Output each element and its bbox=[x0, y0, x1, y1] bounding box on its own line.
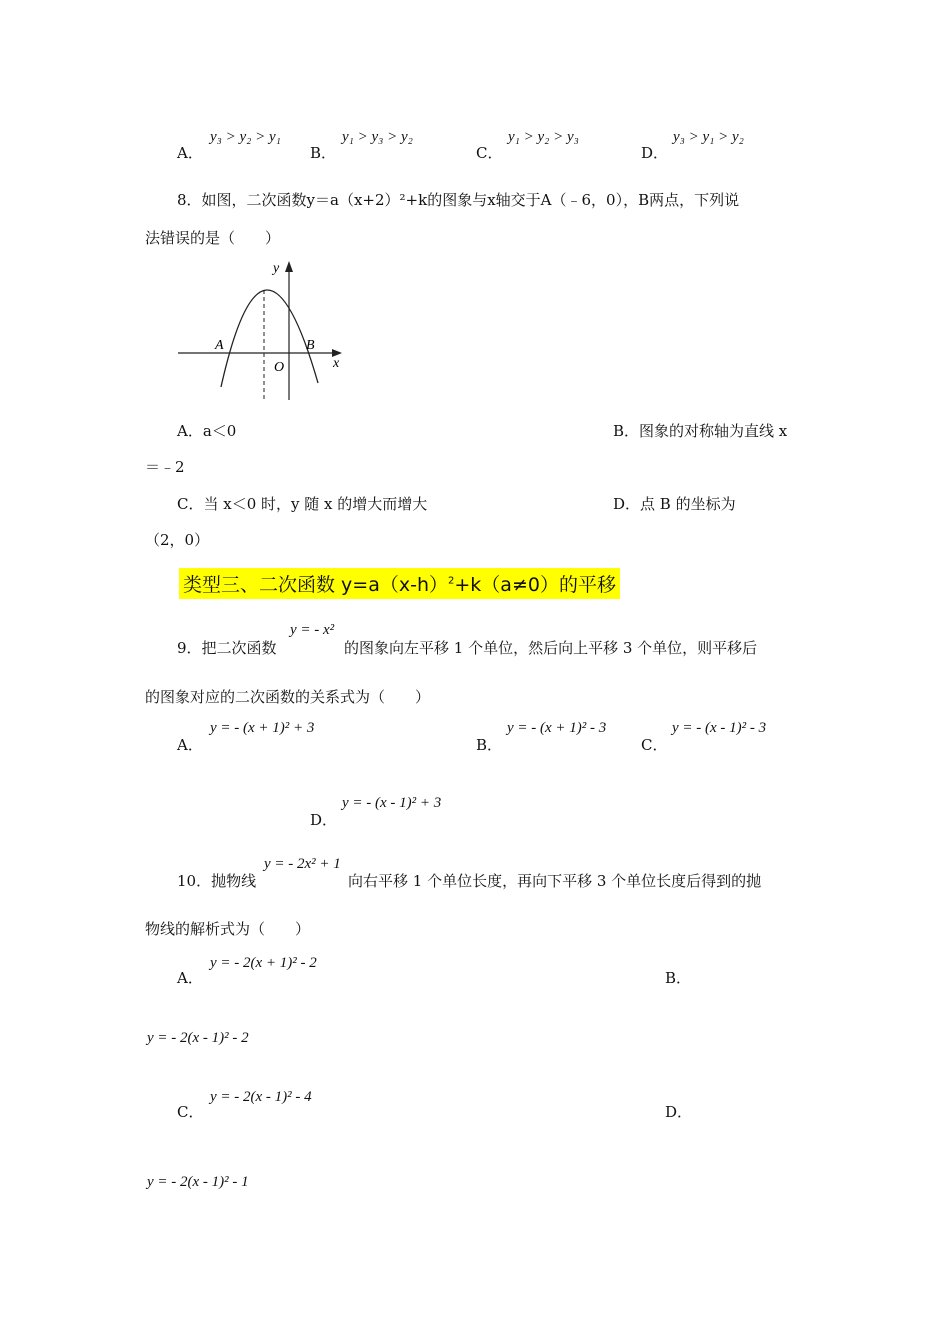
q8-graph-b-label: B bbox=[306, 338, 315, 353]
q10-option-b-expr: y = - 2(x - 1)² - 2 bbox=[147, 1030, 249, 1046]
q10-option-d-expr: y = - 2(x - 1)² - 1 bbox=[147, 1174, 249, 1190]
q8-option-d-continued: （2，0） bbox=[145, 531, 210, 549]
q10-option-a-label: A． bbox=[177, 969, 203, 987]
q7-option-d-label: D． bbox=[641, 144, 669, 162]
q10-function: y = - 2x² + 1 bbox=[264, 856, 341, 872]
q10-option-c-label: C． bbox=[177, 1103, 204, 1121]
q8-stem-line1: 8．如图，二次函数y＝a（x+2）²+k的图象与x轴交于A（﹣6，0），B两点，下列说 bbox=[177, 191, 740, 209]
q9-option-d-expr: y = - (x - 1)² + 3 bbox=[342, 795, 442, 811]
q7-option-a-label: A． bbox=[177, 144, 203, 162]
q8-graph-a-label: A bbox=[215, 338, 224, 353]
q9-option-c-label: C． bbox=[641, 736, 668, 754]
q7-option-b-expr: y₁ > y₃ > y₂ bbox=[342, 129, 413, 145]
q10-option-c-expr: y = - 2(x - 1)² - 4 bbox=[210, 1089, 312, 1105]
q8-option-b-continued: ＝﹣2 bbox=[145, 458, 185, 476]
q10-number: 10．抛物线 bbox=[177, 872, 257, 890]
q9-option-c-expr: y = - (x - 1)² - 3 bbox=[672, 720, 767, 736]
q8-option-c: C．当 x＜0 时，y 随 x 的增大而增大 bbox=[177, 495, 428, 513]
q8-stem-line2: 法错误的是（ ） bbox=[145, 229, 281, 247]
section-heading-suffix: +k（a≠0）的平移 bbox=[454, 574, 616, 596]
q10-option-b-label: B． bbox=[665, 969, 692, 987]
q7-option-c-label: C． bbox=[476, 144, 503, 162]
q9-stem-line2: 的图象对应的二次函数的关系式为（ ） bbox=[145, 688, 431, 706]
q10-option-a-expr: y = - 2(x + 1)² - 2 bbox=[210, 955, 317, 971]
section-heading-prefix: 类型三、二次函数 y=a（x-h） bbox=[183, 574, 448, 596]
q10-stem-rest: 向右平移 1 个单位长度，再向下平移 3 个单位长度后得到的抛 bbox=[348, 872, 762, 890]
q8-option-a: A．a＜0 bbox=[177, 422, 237, 440]
q9-option-d-label: D． bbox=[310, 811, 338, 829]
q9-stem-rest: 的图象向左平移 1 个单位，然后向上平移 3 个单位，则平移后 bbox=[344, 639, 758, 657]
q9-number: 9．把二次函数 bbox=[177, 639, 277, 657]
q8-parabola-graph bbox=[175, 255, 350, 405]
q8-graph-x-label: x bbox=[333, 356, 340, 371]
q10-option-d-label: D． bbox=[665, 1103, 693, 1121]
q8-option-d: D．点 B 的坐标为 bbox=[613, 495, 736, 513]
q9-option-a-expr: y = - (x + 1)² + 3 bbox=[210, 720, 315, 736]
q8-graph-o-label: O bbox=[274, 360, 285, 375]
section-heading-sup: 2 bbox=[448, 575, 455, 587]
q9-function: y = - x² bbox=[290, 622, 335, 638]
q7-option-c-expr: y₁ > y₂ > y₃ bbox=[508, 129, 579, 145]
q9-option-b-label: B． bbox=[476, 736, 503, 754]
q9-option-b-expr: y = - (x + 1)² - 3 bbox=[507, 720, 607, 736]
q8-graph-y-label: y bbox=[273, 261, 280, 276]
q8-option-b: B．图象的对称轴为直线 x bbox=[613, 422, 788, 440]
q7-option-d-expr: y₃ > y₁ > y₂ bbox=[673, 129, 744, 145]
q9-option-a-label: A． bbox=[177, 736, 203, 754]
q7-option-a-expr: y₃ > y₂ > y₁ bbox=[210, 129, 281, 145]
q10-stem-line2: 物线的解析式为（ ） bbox=[145, 920, 311, 938]
section-heading bbox=[179, 568, 620, 599]
q7-option-b-label: B． bbox=[310, 144, 337, 162]
